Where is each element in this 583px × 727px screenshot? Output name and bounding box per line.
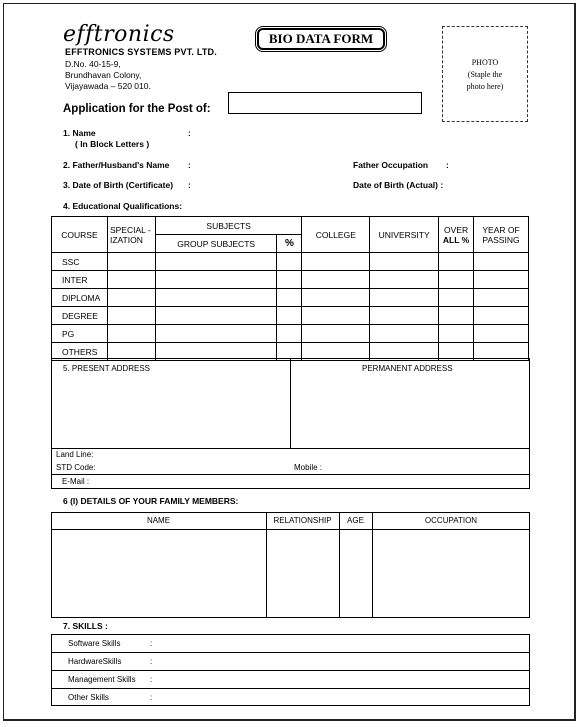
header-year <box>474 217 529 253</box>
photo-instruction-1: (Staple the <box>467 70 503 79</box>
table-row <box>52 307 529 325</box>
edu-cell[interactable] <box>107 253 155 271</box>
edu-cell[interactable] <box>370 271 439 289</box>
edu-cell[interactable] <box>474 253 529 271</box>
course-ssc: SSC <box>52 253 108 271</box>
skills-heading: 7. SKILLS : <box>63 621 108 631</box>
skills-row-divider-1 <box>51 652 530 653</box>
edu-cell[interactable] <box>302 253 370 271</box>
hardware-skills-label: HardwareSkills <box>68 657 122 666</box>
course-pg: PG <box>52 325 108 343</box>
photo-label: PHOTO <box>471 58 499 67</box>
edu-cell[interactable] <box>439 271 474 289</box>
skills-row-divider-2 <box>51 670 530 671</box>
family-col-divider-2 <box>339 512 340 618</box>
course-degree: DEGREE <box>52 307 108 325</box>
family-table <box>51 512 530 618</box>
company-name: EFFTRONICS SYSTEMS PVT. LTD. <box>65 47 217 57</box>
table-row <box>52 271 529 289</box>
software-skills-label: Software Skills <box>68 639 121 648</box>
header-university: UNIVERSITY <box>370 217 439 253</box>
permanent-address-field[interactable] <box>293 374 527 446</box>
edu-cell[interactable] <box>439 307 474 325</box>
edu-cell[interactable] <box>439 253 474 271</box>
name-sub-label: ( In Block Letters ) <box>75 139 150 149</box>
father-name-colon: : <box>188 160 191 170</box>
edu-cell[interactable] <box>155 325 277 343</box>
address-contact-divider <box>51 448 530 449</box>
education-heading: 4. Educational Qualifications: <box>63 201 183 211</box>
address-email-divider <box>51 474 530 475</box>
table-row <box>52 325 529 343</box>
family-header-name: NAME <box>146 516 171 525</box>
edu-cell[interactable] <box>439 325 474 343</box>
family-col-divider-1 <box>266 512 267 618</box>
form-title: BIO DATA FORM <box>257 28 385 50</box>
edu-cell[interactable] <box>302 307 370 325</box>
family-heading: 6 (I) DETAILS OF YOUR FAMILY MEMBERS: <box>63 496 239 506</box>
edu-cell[interactable] <box>302 289 370 307</box>
edu-cell[interactable] <box>474 271 529 289</box>
table-row <box>52 289 529 307</box>
header-group-subjects: GROUP SUBJECTS <box>155 235 277 253</box>
permanent-address-label: PERMANENT ADDRESS <box>362 364 453 373</box>
name-label: 1. Name <box>63 128 96 138</box>
other-skills-label: Other Skills <box>68 693 109 702</box>
address-line-3: Vijayawada – 520 010. <box>65 81 151 91</box>
header-specialization-line2: IZATION <box>109 234 143 245</box>
dob-actual-label: Date of Birth (Actual) : <box>353 180 444 190</box>
edu-cell[interactable] <box>277 325 302 343</box>
header-overall-line1: OVER <box>444 224 469 235</box>
father-name-label: 2. Father/Husband's Name <box>63 160 170 170</box>
edu-cell[interactable] <box>155 289 277 307</box>
company-logo: efftronics <box>63 22 175 47</box>
photo-box <box>442 26 528 122</box>
edu-cell[interactable] <box>370 307 439 325</box>
header-specialization <box>107 217 155 253</box>
edu-cell[interactable] <box>155 253 277 271</box>
edu-cell[interactable] <box>107 289 155 307</box>
edu-cell[interactable] <box>155 307 277 325</box>
edu-cell[interactable] <box>107 271 155 289</box>
application-post-label: Application for the Post of: <box>63 103 211 115</box>
edu-cell[interactable] <box>277 253 302 271</box>
header-college: COLLEGE <box>302 217 370 253</box>
edu-cell[interactable] <box>474 307 529 325</box>
dob-certificate-colon: : <box>188 180 191 190</box>
edu-cell[interactable] <box>277 271 302 289</box>
skills-colon: : <box>150 675 153 684</box>
course-diploma: DIPLOMA <box>52 289 108 307</box>
header-course: COURSE <box>52 217 108 253</box>
address-line-2: Brundhavan Colony, <box>65 70 142 80</box>
edu-cell[interactable] <box>277 307 302 325</box>
header-specialization-line1: SPECIAL - <box>109 224 151 235</box>
name-colon: : <box>188 128 191 138</box>
course-others: OTHERS <box>52 343 108 361</box>
edu-cell[interactable] <box>302 325 370 343</box>
mobile-label: Mobile : <box>294 463 323 472</box>
std-code-label: STD Code: <box>56 463 96 472</box>
address-divider <box>290 358 291 449</box>
landline-label: Land Line: <box>56 450 94 459</box>
skills-colon: : <box>150 657 153 666</box>
address-line-1: D.No. 40-15-9, <box>65 59 121 69</box>
edu-cell[interactable] <box>370 253 439 271</box>
skills-colon: : <box>150 693 153 702</box>
management-skills-label: Management Skills <box>68 675 136 684</box>
skills-colon: : <box>150 639 153 648</box>
family-col-divider-3 <box>372 512 373 618</box>
header-overall-line2: ALL % <box>442 234 470 245</box>
course-inter: INTER <box>52 271 108 289</box>
edu-cell[interactable] <box>107 307 155 325</box>
edu-cell[interactable] <box>277 289 302 307</box>
edu-cell[interactable] <box>107 325 155 343</box>
table-row <box>52 253 529 271</box>
family-header-divider <box>51 529 530 530</box>
family-header-relationship: RELATIONSHIP <box>273 516 332 525</box>
family-header-age: AGE <box>347 516 364 525</box>
present-address-field[interactable] <box>54 374 288 446</box>
edu-cell[interactable] <box>474 325 529 343</box>
header-year-line2: PASSING <box>482 234 520 245</box>
family-header-occupation: OCCUPATION <box>424 516 478 525</box>
header-year-line1: YEAR OF <box>482 224 520 235</box>
edu-cell[interactable] <box>155 271 277 289</box>
edu-cell[interactable] <box>302 271 370 289</box>
edu-cell[interactable] <box>370 325 439 343</box>
education-table <box>51 216 529 361</box>
header-percent: % <box>277 235 302 253</box>
edu-cell[interactable] <box>474 289 529 307</box>
edu-cell[interactable] <box>439 289 474 307</box>
application-post-field[interactable] <box>228 92 422 114</box>
dob-certificate-label: 3. Date of Birth (Certificate) <box>63 180 174 190</box>
header-subjects: SUBJECTS <box>155 217 301 235</box>
father-occupation-label: Father Occupation <box>353 160 429 170</box>
email-label: E-Mail : <box>62 477 90 486</box>
header-overall <box>439 217 474 253</box>
present-address-label: 5. PRESENT ADDRESS <box>63 364 150 373</box>
photo-instruction-2: photo here) <box>466 82 504 91</box>
skills-row-divider-3 <box>51 688 530 689</box>
edu-cell[interactable] <box>370 289 439 307</box>
father-occupation-colon: : <box>446 160 449 170</box>
